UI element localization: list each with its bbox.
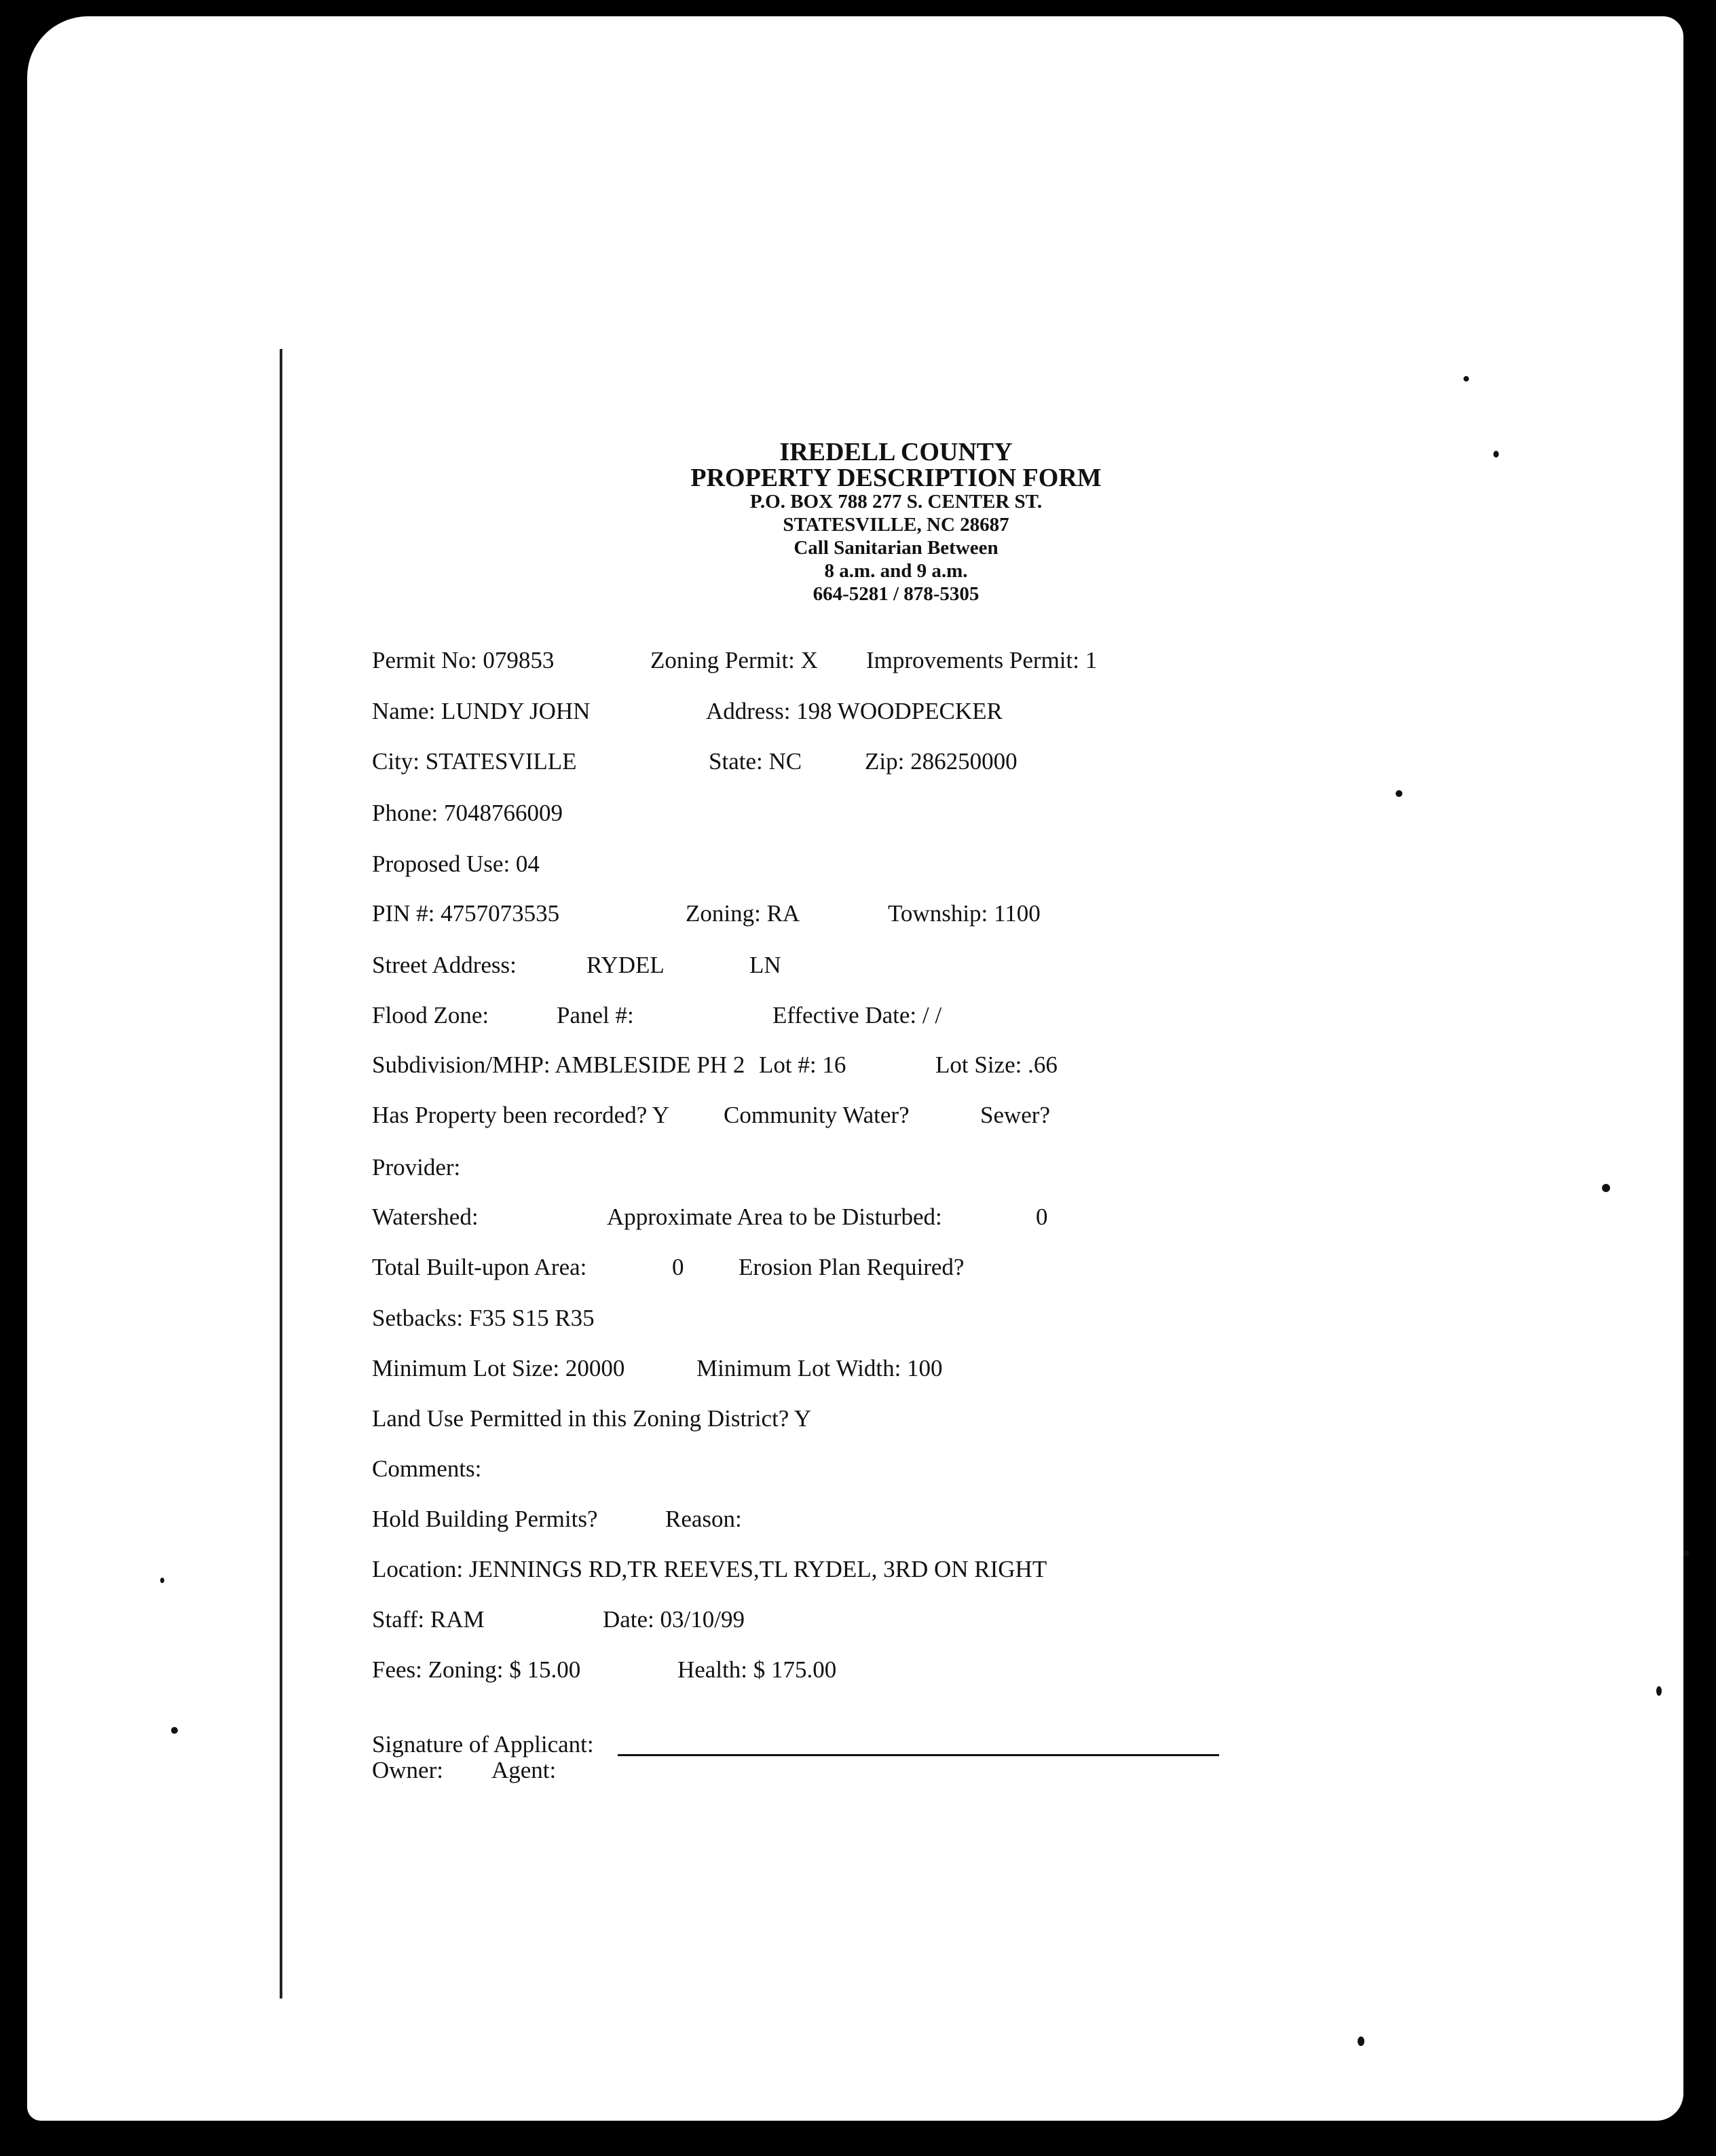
- speck: [1358, 2037, 1364, 2046]
- hold-building-permits: Hold Building Permits?: [372, 1506, 598, 1532]
- speck: [1493, 451, 1499, 458]
- applicant-name: Name: LUNDY JOHN: [372, 698, 591, 724]
- applicant-phone: Phone: 7048766009: [372, 800, 563, 826]
- land-use-permitted: Land Use Permitted in this Zoning District? Y: [372, 1405, 812, 1432]
- speck: [1602, 1184, 1610, 1192]
- office-address: P.O. BOX 788 277 S. CENTER ST.: [749, 491, 1043, 513]
- comments: Comments:: [372, 1455, 482, 1482]
- street-suffix: LN: [749, 952, 781, 978]
- flood-zone: Flood Zone:: [372, 1002, 489, 1028]
- minimum-lot-size: Minimum Lot Size: 20000: [372, 1355, 625, 1381]
- area-disturbed-value: 0: [1036, 1204, 1048, 1230]
- watershed: Watershed:: [372, 1204, 479, 1230]
- signature-line: [618, 1754, 1219, 1756]
- form-title: PROPERTY DESCRIPTION FORM: [690, 464, 1102, 492]
- speck: [171, 1727, 178, 1734]
- panel-number: Panel #:: [557, 1002, 634, 1028]
- applicant-city: City: STATESVILLE: [372, 748, 577, 775]
- street-address-label: Street Address:: [372, 952, 517, 978]
- lot-number: Lot #: 16: [759, 1052, 846, 1078]
- community-water: Community Water?: [724, 1102, 910, 1128]
- office-city: STATESVILLE, NC 28687: [783, 514, 1009, 536]
- township: Township: 1100: [888, 900, 1041, 927]
- proposed-use: Proposed Use: 04: [372, 851, 540, 877]
- built-upon-label: Total Built-upon Area:: [372, 1254, 587, 1280]
- county-name: IREDELL COUNTY: [779, 438, 1013, 466]
- form-page: [27, 16, 1683, 2121]
- call-instructions: Call Sanitarian Between: [794, 537, 999, 559]
- speck: [160, 1578, 164, 1583]
- health-fee: Health: $ 175.00: [677, 1656, 837, 1683]
- provider: Provider:: [372, 1154, 461, 1181]
- zoning-district: Zoning: RA: [686, 900, 800, 927]
- improvements-permit: Improvements Permit: 1: [866, 647, 1098, 673]
- minimum-lot-width: Minimum Lot Width: 100: [696, 1355, 943, 1381]
- owner-label: Owner:: [372, 1757, 443, 1783]
- applicant-zip: Zip: 286250000: [865, 748, 1018, 775]
- erosion-plan: Erosion Plan Required?: [739, 1254, 965, 1280]
- pin-number: PIN #: 4757073535: [372, 900, 560, 927]
- effective-date: Effective Date: / /: [772, 1002, 942, 1028]
- sewer: Sewer?: [980, 1102, 1051, 1128]
- street-name: RYDEL: [586, 952, 665, 978]
- agent-label: Agent:: [491, 1757, 557, 1783]
- lot-size: Lot Size: .66: [935, 1052, 1058, 1078]
- area-disturbed-label: Approximate Area to be Disturbed:: [607, 1204, 942, 1230]
- office-phones: 664-5281 / 878-5305: [813, 583, 980, 605]
- subdivision: Subdivision/MHP: AMBLESIDE PH 2: [372, 1052, 745, 1078]
- staff: Staff: RAM: [372, 1606, 485, 1633]
- applicant-state: State: NC: [709, 748, 802, 775]
- speck: [1396, 790, 1402, 797]
- speck: [1683, 1550, 1689, 1556]
- location-directions: Location: JENNINGS RD,TR REEVES,TL RYDEL, 3RD ON RIGHT: [372, 1556, 1047, 1582]
- built-upon-value: 0: [672, 1254, 684, 1280]
- applicant-address: Address: 198 WOODPECKER: [706, 698, 1003, 724]
- property-recorded: Has Property been recorded? Y: [372, 1102, 669, 1128]
- speck: [1463, 376, 1469, 382]
- hold-reason: Reason:: [665, 1506, 742, 1532]
- left-margin-line: [280, 349, 282, 1999]
- staff-date: Date: 03/10/99: [603, 1606, 745, 1633]
- zoning-permit: Zoning Permit: X: [650, 647, 818, 673]
- permit-number: Permit No: 079853: [372, 647, 555, 673]
- zoning-fee: Fees: Zoning: $ 15.00: [372, 1656, 581, 1683]
- call-hours: 8 a.m. and 9 a.m.: [824, 560, 968, 582]
- speck: [1656, 1686, 1662, 1696]
- signature-label: Signature of Applicant:: [372, 1731, 594, 1758]
- setbacks: Setbacks: F35 S15 R35: [372, 1305, 595, 1331]
